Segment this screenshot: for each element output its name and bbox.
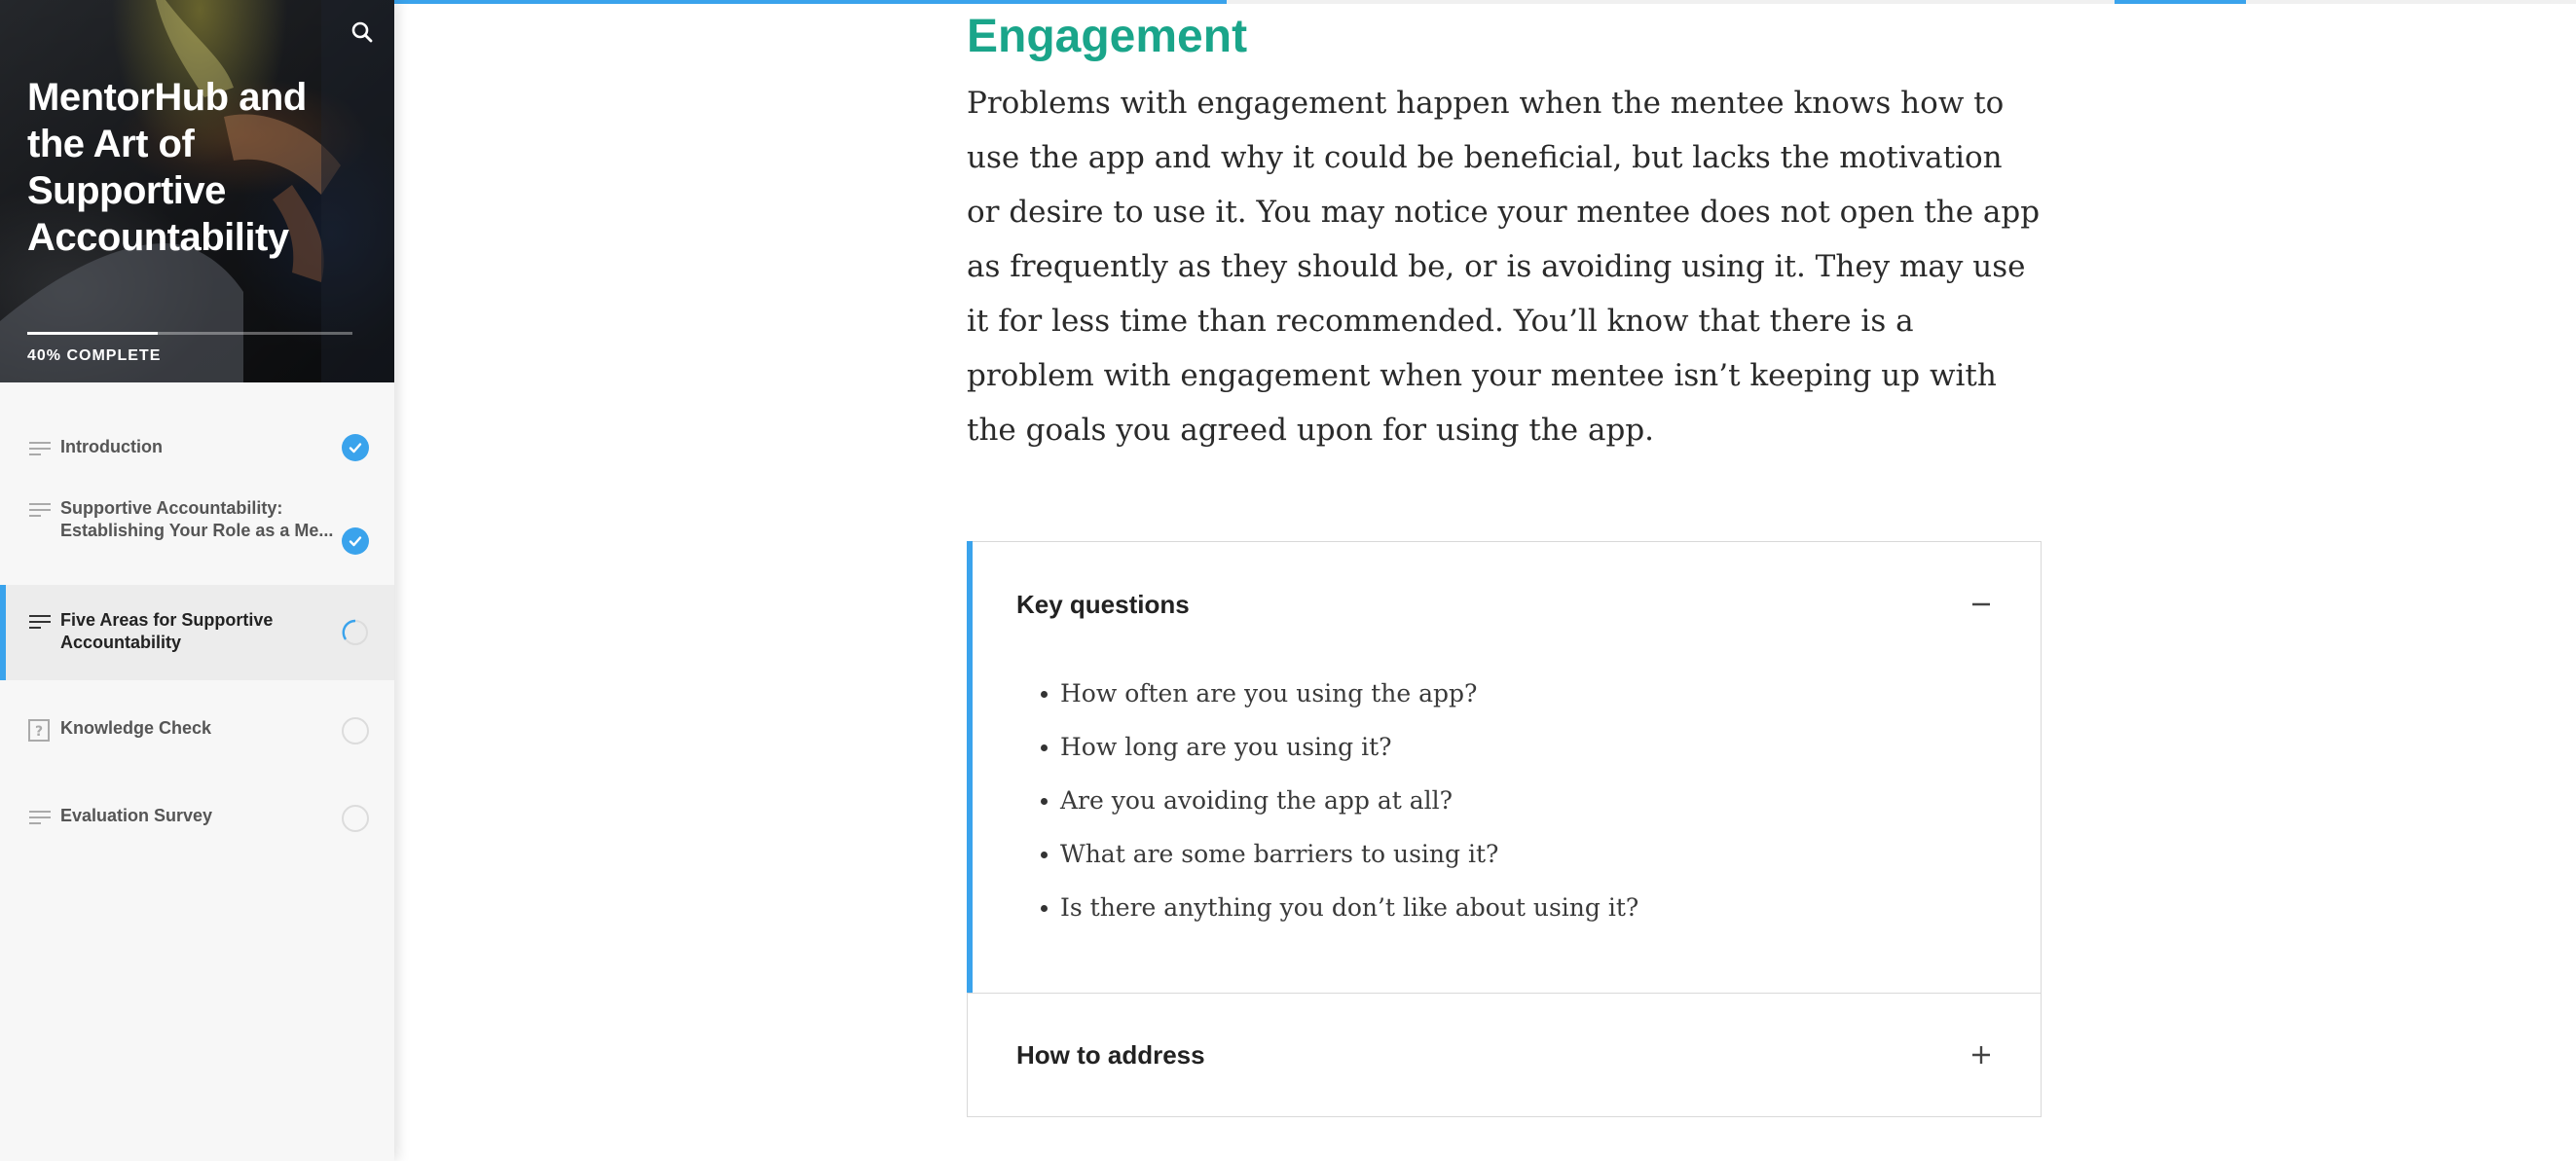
accordion-panel-key-questions (968, 542, 2041, 994)
plus-icon[interactable] (1970, 1044, 1992, 1066)
svg-text:?: ? (34, 724, 44, 740)
sidebar-item-five-areas[interactable] (0, 585, 394, 680)
accordion-title: How to address (1016, 1039, 1205, 1070)
list-item: Are you avoiding the app at all? (1060, 774, 1992, 827)
accordion-title: Key questions (1016, 589, 1190, 619)
sidebar-item-label: Knowledge Check (60, 718, 212, 738)
lesson-progress-fill (394, 0, 1227, 4)
minus-icon[interactable] (1970, 594, 1992, 615)
accordion (967, 541, 2042, 1117)
not-started-icon (342, 805, 369, 832)
complete-check-icon (342, 434, 369, 461)
course-hero (0, 0, 394, 382)
lesson-lines-icon (27, 611, 53, 635)
list-item: Is there anything you don’t like about using it? (1060, 881, 1992, 934)
course-progress-fill (27, 332, 158, 335)
course-progress-bar (27, 332, 352, 335)
in-progress-icon (342, 619, 369, 646)
lesson-lines-icon (27, 807, 53, 830)
lesson-paragraph: Problems with engagement happen when the mentee knows how to use the app and why it could be beneficial, but lacks the motivation or desire to use it. You may notice your mentee does not open the app as frequently as they should be, or is avoiding using it. They may use it for less time than recommended. You’ll know that there is a problem with engagement when your mentee isn’t keeping up with the goals you agreed upon for using the app. (967, 86, 2041, 448)
search-button[interactable] (348, 18, 377, 47)
lesson-lines-icon (27, 499, 53, 523)
quiz-icon (27, 719, 53, 743)
list-item: What are some barriers to using it? (1060, 827, 1992, 881)
lesson-nav (0, 382, 394, 857)
sidebar-item-supportive-accountability[interactable] (0, 474, 394, 585)
complete-check-icon (342, 527, 369, 555)
accordion-header-key-questions[interactable] (968, 542, 2041, 667)
course-title: MentorHub and the Art of Supportive Accountability (27, 76, 307, 259)
accordion-body-key-questions (968, 667, 2041, 993)
accordion-header-how-to-address[interactable] (968, 994, 2041, 1116)
course-sidebar (0, 0, 394, 1161)
sidebar-item-label: Introduction (60, 437, 163, 456)
sidebar-item-label: Evaluation Survey (60, 806, 213, 825)
sidebar-item-label: Supportive Accountability: Establishing Your Role as a Me... (60, 498, 334, 540)
sidebar-item-introduction[interactable] (0, 382, 394, 474)
list-item: How often are you using the app? (1060, 667, 1992, 720)
section-heading: Engagement (967, 11, 1248, 62)
key-questions-list (1060, 667, 1992, 934)
not-started-icon (342, 717, 369, 744)
sidebar-item-knowledge-check[interactable] (0, 680, 394, 770)
course-progress-label: 40% COMPLETE (27, 347, 162, 364)
list-item: How long are you using it? (1060, 720, 1992, 774)
lesson-progress-marker (2115, 0, 2246, 4)
sidebar-item-evaluation-survey[interactable] (0, 770, 394, 857)
accordion-panel-how-to-address (968, 994, 2041, 1116)
sidebar-item-label: Five Areas for Supportive Accountability (60, 610, 274, 652)
lesson-lines-icon (27, 438, 53, 461)
search-icon (351, 21, 373, 43)
